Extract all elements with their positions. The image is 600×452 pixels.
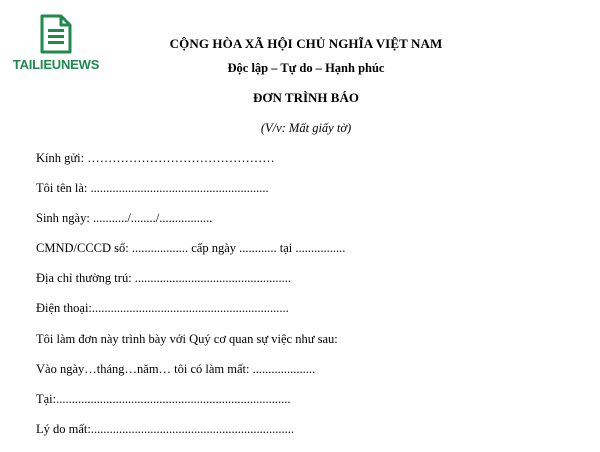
form-fields xyxy=(36,151,345,452)
reason-line: Lý do mất:................................................................. xyxy=(36,421,294,436)
document-subject: (V/v: Mất giấy tờ) xyxy=(260,121,352,135)
phone-line: Điện thoại:............................................................... xyxy=(36,301,289,316)
address-line: Địa chỉ thường trú: .................................................. xyxy=(36,271,292,286)
name-line: Tôi tên là: ......................................................... xyxy=(36,181,269,196)
statement-line: Tôi làm đơn này trình bày với Quý cơ quan sự việc như sau: xyxy=(36,331,338,346)
document-title: ĐƠN TRÌNH BÁO xyxy=(253,90,359,105)
loss-date-line: Vào ngày…tháng…năm… tôi có làm mất: .................... xyxy=(36,361,316,376)
place-line: Tại:........................................................................... xyxy=(36,391,291,406)
national-title: CỘNG HÒA XÃ HỘI CHỦ NGHĨA VIỆT NAM xyxy=(169,36,443,51)
birth-date-line: Sinh ngày: .........../......../................. xyxy=(36,211,213,226)
logo-text: TAILIEUNEWS xyxy=(12,57,100,72)
national-motto: Độc lập – Tự do – Hạnh phúc xyxy=(227,61,385,75)
recipient-line: Kính gửi: ……………………………………… xyxy=(36,151,275,165)
id-card-line: CMND/CCCD số: .................. cấp ngày ............ tại ................ xyxy=(36,241,346,256)
